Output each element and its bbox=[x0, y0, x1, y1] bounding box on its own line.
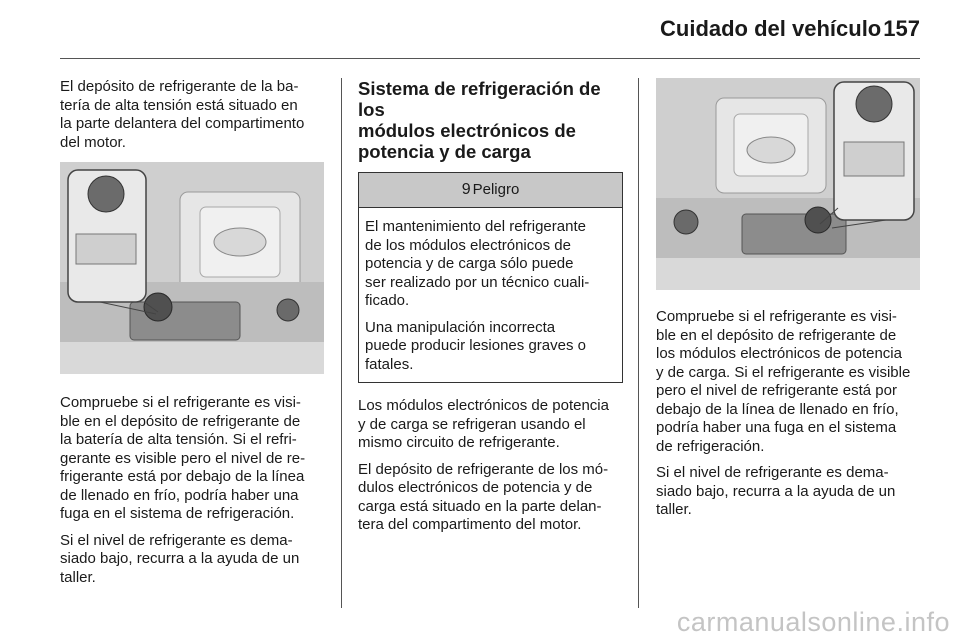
right-column bbox=[656, 78, 921, 528]
engine-bay-illustration-2 bbox=[656, 78, 920, 290]
header-divider bbox=[60, 58, 920, 59]
column-divider-left bbox=[341, 78, 342, 608]
reservoir-location-paragraph: El depósito de refrigerante de los mó- dulos electrónicos de potencia y de carga está situado en la parte delan- tera del compartimento del motor. bbox=[358, 460, 609, 533]
warning-triangle-icon: 9 bbox=[461, 180, 471, 198]
section-title: Cuidado del vehículo bbox=[660, 16, 882, 41]
warning-body bbox=[359, 208, 622, 374]
warning-paragraph-1: El mantenimiento del refrigerante de los módulos electrónicos de potencia y de carga sólo puede ser realizado por un técnico cuali- ficado. bbox=[365, 218, 590, 309]
engine-bay-illustration bbox=[60, 162, 324, 374]
left-column bbox=[60, 78, 325, 595]
danger-warning-box bbox=[358, 172, 623, 383]
low-level-paragraph: Si el nivel de refrigerante es dema- siado bajo, recurra a la ayuda de un taller. bbox=[656, 464, 896, 518]
section-heading: Sistema de refrigeración de los módulos electrónicos de potencia y de carga bbox=[358, 78, 601, 162]
middle-column bbox=[358, 78, 623, 543]
warning-paragraph-2: Una manipulación incorrecta puede producir lesiones graves o fatales. bbox=[365, 318, 586, 373]
cooling-circuit-paragraph: Los módulos electrónicos de potencia y de carga se refrigeran usando el mismo circuito de refrigerante. bbox=[358, 397, 609, 451]
page-number: 157 bbox=[883, 16, 920, 41]
intro-paragraph: El depósito de refrigerante de la ba- tería de alta tensión está situado en la parte delantera del compartimento del motor. bbox=[60, 78, 305, 151]
warning-header bbox=[359, 173, 622, 208]
hv-battery-coolant-photo bbox=[60, 162, 324, 374]
check-paragraph: Compruebe si el refrigerante es visi- ble en el depósito de refrigerante de la batería de alta tensión. Si el refri- gerante es visible pero el nivel de re- frigerante está por debajo de la línea de llenado en frío, podría haber una fuga en el sistema de refrigeración. bbox=[60, 394, 306, 522]
column-divider-right bbox=[638, 78, 639, 608]
warning-title: Peligro bbox=[472, 180, 520, 198]
power-electronics-coolant-photo bbox=[656, 78, 920, 290]
check-paragraph: Compruebe si el refrigerante es visi- ble en el depósito de refrigerante de los módulos electrónicos de potencia y de carga. Si el refrigerante es visible pero el nivel de refrigerante está por debajo de la línea de llenado en frío, podría haber una fuga en el sistema de refrigeración. bbox=[656, 308, 911, 455]
low-level-paragraph: Si el nivel de refrigerante es dema- siado bajo, recurra a la ayuda de un taller. bbox=[60, 531, 300, 586]
watermark: carmanualsonline.info bbox=[676, 607, 950, 637]
